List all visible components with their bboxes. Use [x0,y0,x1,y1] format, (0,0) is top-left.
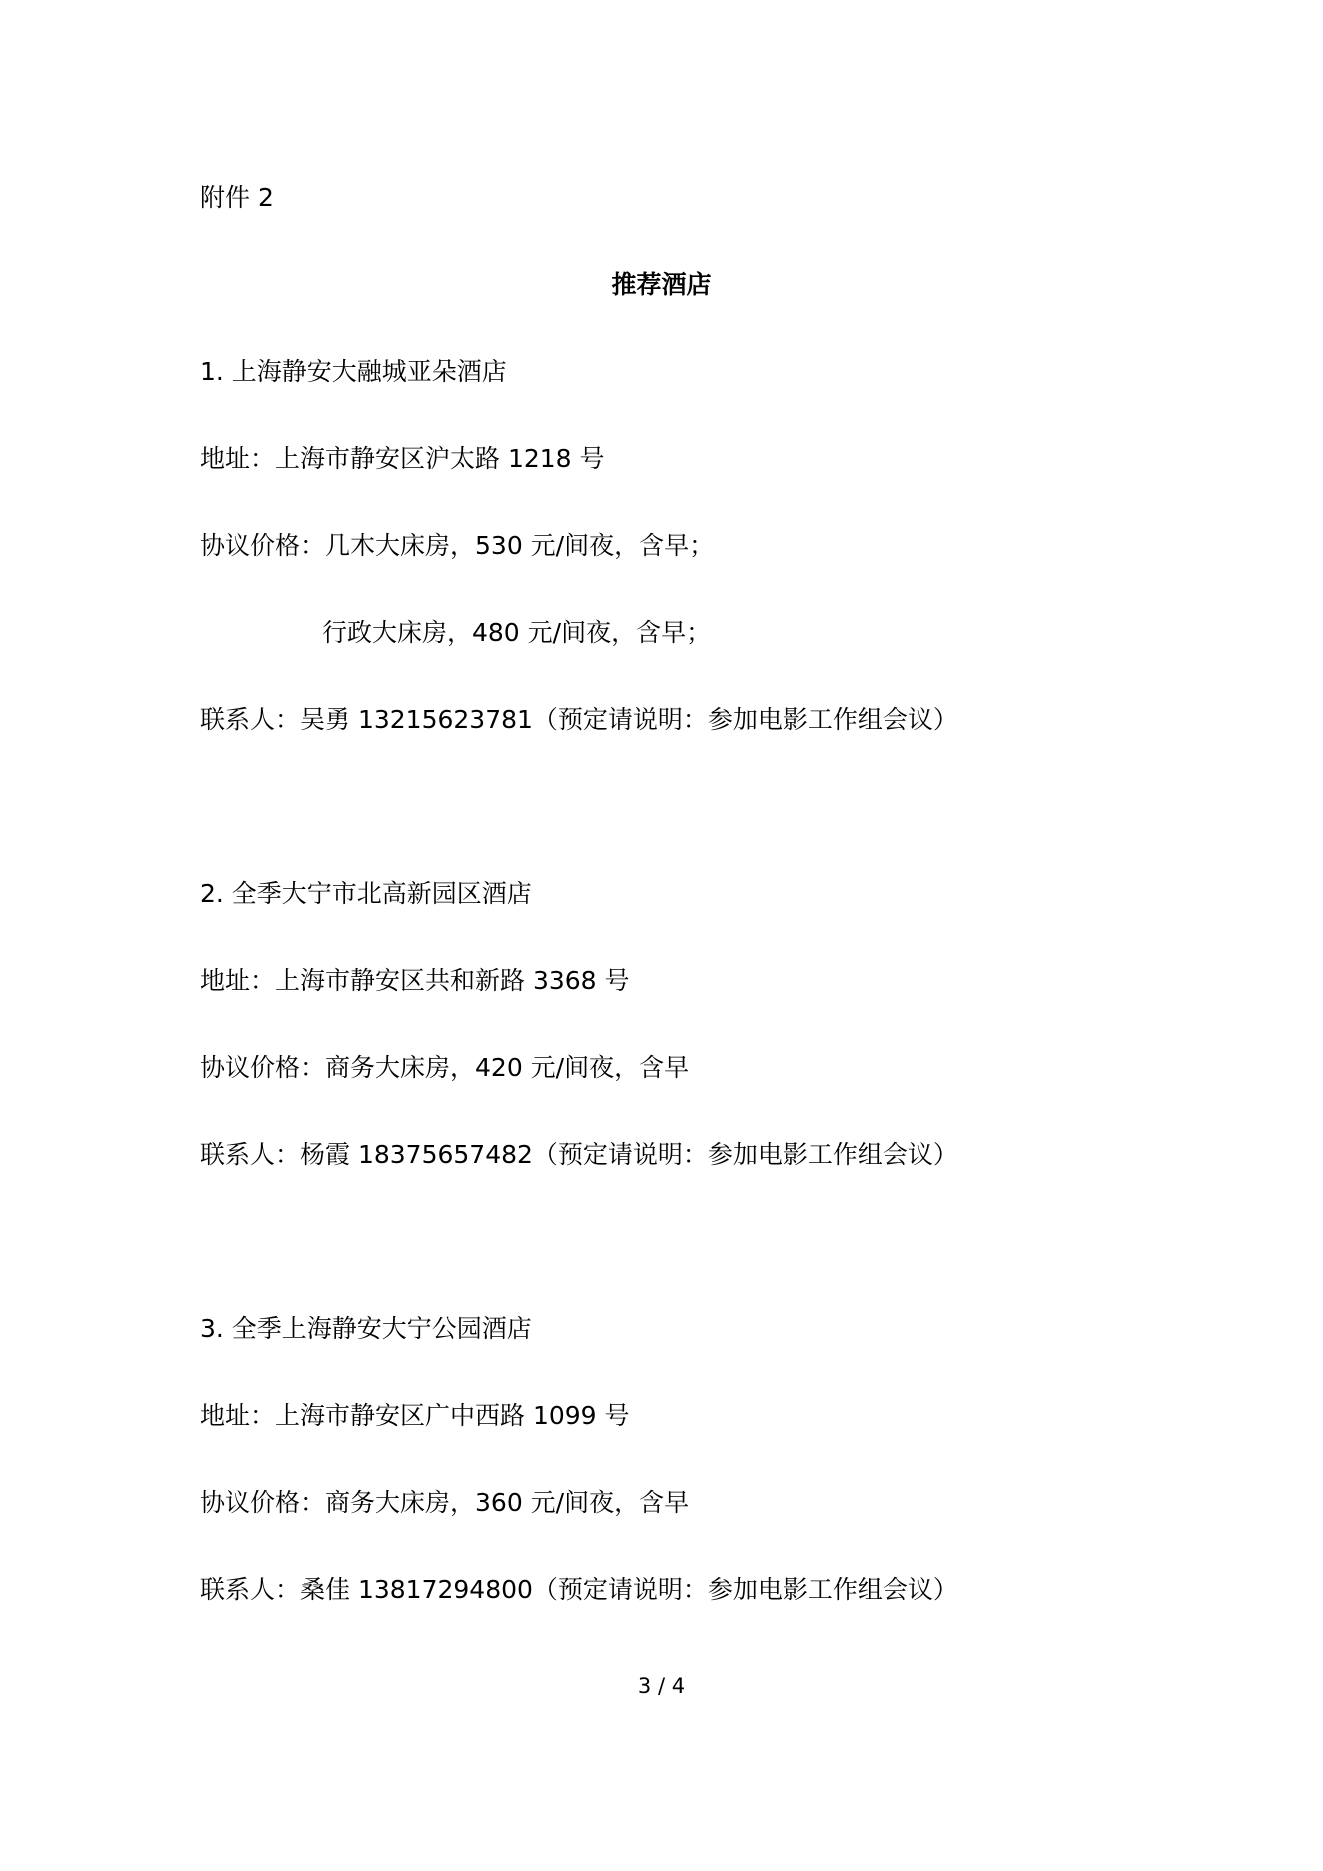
hotel-1-contact: 联系人：吴勇 13215623781（预定请说明：参加电影工作组会议） [200,705,958,734]
hotel-1-name: 1. 上海静安大融城亚朵酒店 [200,357,507,386]
hotel-1-price-line-1: 协议价格：几木大床房，530 元/间夜，含早； [200,531,715,560]
hotel-3-price: 协议价格：商务大床房，360 元/间夜，含早 [200,1488,690,1517]
hotel-3-contact: 联系人：桑佳 13817294800（预定请说明：参加电影工作组会议） [200,1575,958,1604]
page-title: 推荐酒店 [611,270,712,299]
page-number: 3 / 4 [637,1674,686,1698]
attachment-label: 附件 2 [200,183,274,212]
hotel-2-price: 协议价格：商务大床房，420 元/间夜，含早 [200,1053,690,1082]
hotel-3-name: 3. 全季上海静安大宁公园酒店 [200,1314,532,1343]
hotel-2-name: 2. 全季大宁市北高新园区酒店 [200,879,532,908]
hotel-2-contact: 联系人：杨霞 18375657482（预定请说明：参加电影工作组会议） [200,1140,958,1169]
hotel-3-address: 地址：上海市静安区广中西路 1099 号 [200,1401,630,1430]
hotel-2-address: 地址：上海市静安区共和新路 3368 号 [200,966,630,995]
hotel-1-address: 地址：上海市静安区沪太路 1218 号 [200,444,605,473]
hotel-1-price-line-2: 行政大床房，480 元/间夜，含早； [322,618,712,647]
